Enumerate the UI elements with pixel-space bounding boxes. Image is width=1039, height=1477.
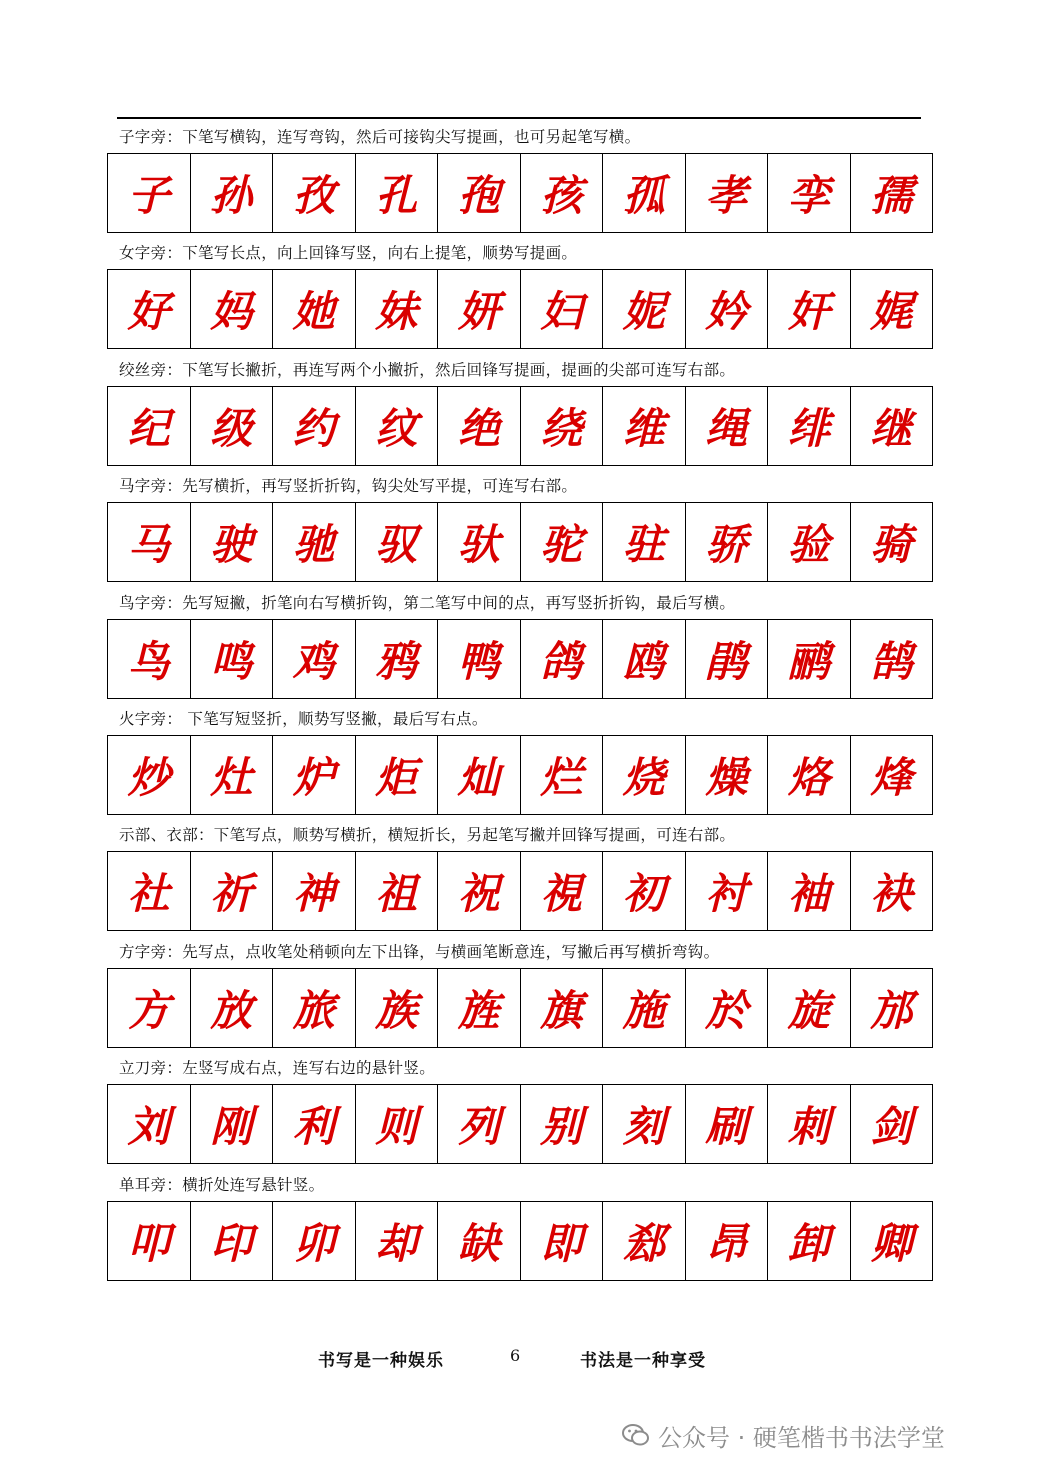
practice-section: [107, 471, 933, 587]
character-cell: 驭: [356, 503, 439, 581]
section-description: 立刀旁：左竖写成右点，连写右边的悬针竖。: [119, 1059, 436, 1078]
character-cell: 驼: [521, 503, 604, 581]
character-cell: 娓: [870, 287, 913, 337]
character-cell: 约: [273, 387, 356, 465]
character-cell: 刺: [768, 1085, 851, 1163]
character-cell: 妍: [438, 270, 521, 348]
character-cell: 刘: [108, 1085, 191, 1163]
character-cell: 级: [191, 387, 274, 465]
character-cell: 刷: [686, 1085, 769, 1163]
character-cell: 袖: [768, 852, 851, 930]
character-cell: 鹂: [768, 620, 851, 698]
character-cell: 驻: [603, 503, 686, 581]
character-cell: 孩: [521, 154, 604, 232]
character-cell: 卸: [768, 1202, 851, 1280]
character-cell: 印: [191, 1202, 274, 1280]
section-description: 方字旁：先写点，点收笔处稍顿向左下出锋，与横画笔断意连，写撇后再写横折弯钩。: [119, 942, 720, 961]
character-cell: 好: [108, 270, 191, 348]
section-description: 子字旁：下笔写横钩，连写弯钩，然后可接钩尖写提画，也可另起笔写横。: [119, 128, 641, 146]
character-cell: 驰: [273, 503, 356, 581]
character-cell: 刻: [603, 1085, 686, 1163]
character-cell: 缺: [438, 1202, 521, 1280]
character-cell: 即: [521, 1202, 604, 1280]
character-cell: 方: [108, 969, 191, 1047]
character-cell: 施: [603, 969, 686, 1047]
character-cell: 刚: [191, 1085, 274, 1163]
character-cell: 骑: [870, 520, 913, 570]
character-cell: 验: [768, 503, 851, 581]
character-cell: 她: [273, 270, 356, 348]
character-cell: 妇: [521, 270, 604, 348]
character-cell: 则: [356, 1085, 439, 1163]
character-cell: 纪: [108, 387, 191, 465]
section-description: 单耳旁：横折处连写悬针竖。: [119, 1175, 325, 1194]
character-cell: 妗: [686, 270, 769, 348]
section-description: 鸟字旁：先写短撇，折笔向右写横折钩，第二笔写中间的点，再写竖折折钩，最后写横。: [119, 593, 736, 612]
character-cell: 鹄: [870, 636, 913, 686]
character-cell: 族: [356, 969, 439, 1047]
practice-section: [107, 820, 933, 936]
practice-section: [107, 238, 933, 354]
character-cell: 绝: [438, 387, 521, 465]
character-cell: 袂: [870, 869, 913, 919]
practice-section: [107, 122, 933, 238]
character-cell: 列: [438, 1085, 521, 1163]
page-footer: [0, 1344, 1039, 1372]
character-grid: [107, 269, 933, 349]
character-cell: 孺: [870, 171, 913, 220]
character-cell: 祖: [356, 852, 439, 930]
practice-section: [107, 704, 933, 820]
character-cell: 孔: [356, 154, 439, 232]
section-description: 女字旁：下笔写长点，向上回锋写竖，向右上提笔，顺势写提画。: [119, 244, 578, 263]
character-cell: 初: [603, 852, 686, 930]
character-cell: 孜: [273, 154, 356, 232]
character-grid: [107, 735, 933, 815]
practice-section: [107, 588, 933, 704]
practice-section: [107, 355, 933, 471]
watermark: [622, 1418, 945, 1452]
section-description: 马字旁：先写横折，再写竖折折钩，钩尖处写平提，可连写右部。: [119, 477, 578, 496]
section-description: 绞丝旁：下笔写长撇折，再连写两个小撇折，然后回锋写提画，提画的尖部可连写右部。: [119, 360, 736, 379]
practice-section: [107, 1170, 933, 1286]
character-cell: 炉: [273, 736, 356, 814]
character-cell: 孪: [768, 154, 851, 232]
character-cell: 旅: [273, 969, 356, 1047]
character-cell: 别: [521, 1085, 604, 1163]
character-cell: 奸: [768, 270, 851, 348]
character-cell: 孤: [603, 154, 686, 232]
character-cell: 妮: [603, 270, 686, 348]
character-cell: 烽: [870, 752, 913, 802]
character-cell: 鹃: [686, 620, 769, 698]
character-cell: 烙: [768, 736, 851, 814]
character-cell: 鸣: [191, 620, 274, 698]
character-grid: [107, 386, 933, 466]
character-grid: [107, 619, 933, 699]
character-cell: 子: [108, 154, 191, 232]
character-cell: 孢: [438, 154, 521, 232]
character-cell: 旌: [438, 969, 521, 1047]
character-cell: 鸥: [603, 620, 686, 698]
character-cell: 於: [686, 969, 769, 1047]
character-cell: 郄: [603, 1202, 686, 1280]
footer-left-text: 书写是一种娱乐: [318, 1351, 444, 1371]
character-cell: 孙: [191, 154, 274, 232]
character-cell: 骄: [686, 503, 769, 581]
character-grid: [107, 1084, 933, 1164]
character-grid: [107, 153, 933, 233]
character-cell: 旋: [768, 969, 851, 1047]
character-cell: 昂: [686, 1202, 769, 1280]
character-cell: 炬: [356, 736, 439, 814]
character-cell: 邡: [870, 985, 913, 1035]
character-cell: 鸽: [521, 620, 604, 698]
character-cell: 灿: [438, 736, 521, 814]
character-cell: 马: [108, 503, 191, 581]
character-cell: 鸦: [356, 620, 439, 698]
character-cell: 妈: [191, 270, 274, 348]
character-cell: 纹: [356, 387, 439, 465]
practice-section: [107, 937, 933, 1053]
section-description: 火字旁： 下笔写短竖折，顺势写竖撇，最后写右点。: [119, 709, 488, 728]
character-cell: 绕: [521, 387, 604, 465]
character-grid: [107, 968, 933, 1048]
character-cell: 視: [521, 852, 604, 930]
character-grid: [107, 502, 933, 582]
character-cell: 燥: [686, 736, 769, 814]
character-cell: 利: [273, 1085, 356, 1163]
character-cell: 卿: [870, 1218, 913, 1268]
character-grid: [107, 1201, 933, 1281]
character-grid: [107, 851, 933, 931]
character-cell: 灶: [191, 736, 274, 814]
watermark-text: 公众号 · 硬笔楷书书法学堂: [658, 1423, 945, 1452]
practice-section: [107, 1053, 933, 1169]
character-cell: 驶: [191, 503, 274, 581]
character-cell: 驮: [438, 503, 521, 581]
character-cell: 烧: [603, 736, 686, 814]
footer-right-text: 书法是一种享受: [580, 1351, 706, 1371]
wechat-icon: [622, 1423, 650, 1447]
character-cell: 卯: [273, 1202, 356, 1280]
character-cell: 绳: [686, 387, 769, 465]
character-cell: 叩: [108, 1202, 191, 1280]
character-cell: 祝: [438, 852, 521, 930]
character-cell: 鸡: [273, 620, 356, 698]
character-cell: 旗: [521, 969, 604, 1047]
character-cell: 神: [273, 852, 356, 930]
top-rule: [117, 117, 921, 119]
character-cell: 炒: [108, 736, 191, 814]
character-cell: 鸟: [108, 620, 191, 698]
character-cell: 维: [603, 387, 686, 465]
character-cell: 烂: [521, 736, 604, 814]
character-cell: 祈: [191, 852, 274, 930]
character-cell: 妹: [356, 270, 439, 348]
page-number: 6: [510, 1346, 521, 1365]
character-cell: 社: [108, 852, 191, 930]
character-cell: 放: [191, 969, 274, 1047]
section-description: 示部、衣部：下笔写点，顺势写横折，横短折长，另起笔写撇并回锋写提画，可连右部。: [119, 826, 736, 845]
practice-sections: [107, 122, 933, 1286]
character-cell: 衬: [686, 852, 769, 930]
character-cell: 孝: [686, 154, 769, 232]
character-cell: 剑: [870, 1102, 913, 1152]
character-cell: 却: [356, 1202, 439, 1280]
character-cell: 继: [870, 403, 913, 453]
character-cell: 鸭: [438, 620, 521, 698]
character-cell: 绯: [768, 387, 851, 465]
